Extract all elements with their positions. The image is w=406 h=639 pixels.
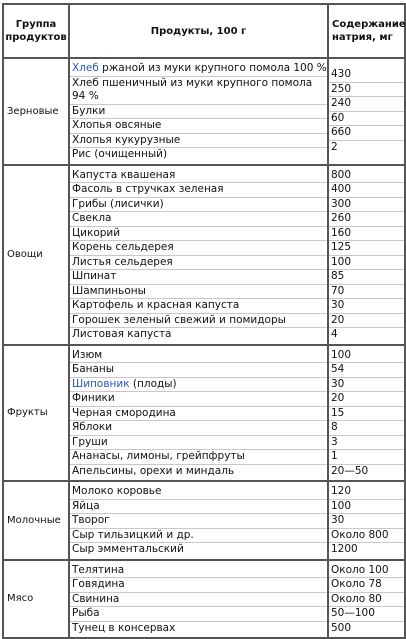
product-text: Тунец в консервах	[72, 621, 176, 634]
product-item	[70, 328, 327, 342]
product-item	[70, 169, 327, 184]
product-item	[70, 529, 327, 544]
product-item	[70, 349, 327, 364]
product-text: Апельсины, орехи и миндаль	[72, 464, 235, 477]
sodium-value: Около 100	[329, 564, 404, 579]
product-item	[70, 500, 327, 515]
sodium-values	[328, 165, 405, 345]
group-name: Зерновые	[3, 58, 69, 165]
sodium-value: 30	[329, 299, 404, 314]
group-row	[3, 481, 405, 560]
product-item	[70, 485, 327, 500]
product-text: Хлопья кукурузные	[72, 133, 181, 146]
product-item	[70, 256, 327, 271]
product-text: Свинина	[72, 592, 120, 605]
product-item	[70, 392, 327, 407]
sodium-value: 3	[329, 436, 404, 451]
group-row	[3, 165, 405, 345]
product-text: Листья сельдерея	[72, 255, 173, 268]
product-text: Картофель и красная капуста	[72, 299, 240, 311]
product-item	[70, 241, 327, 256]
product-text: Грибы (лисички)	[72, 197, 164, 210]
sodium-value: 60	[329, 112, 404, 127]
sodium-value: 100	[329, 500, 404, 515]
product-text: Капуста квашеная	[72, 168, 176, 181]
product-text: Сыр эмментальский	[72, 543, 184, 555]
sodium-value: 85	[329, 270, 404, 285]
product-text: Шампиньоны	[72, 284, 146, 297]
sodium-values	[328, 345, 405, 482]
product-item	[70, 183, 327, 198]
product-item	[70, 270, 327, 285]
sodium-value: 30	[329, 378, 404, 393]
product-item	[70, 607, 327, 622]
sodium-value: 20	[329, 392, 404, 407]
product-text: Хлеб пшеничный из муки крупного помола 94 %	[72, 76, 313, 102]
product-text: Шпинат	[72, 270, 117, 282]
sodium-value: 20	[329, 314, 404, 329]
sodium-value: 1200	[331, 543, 358, 555]
product-item	[70, 77, 327, 105]
product-text: Яйца	[72, 499, 100, 512]
sodium-value: 100	[329, 349, 404, 364]
header-row	[3, 4, 405, 58]
product-text: Изюм	[72, 348, 103, 361]
sodium-value: 120	[329, 485, 404, 500]
product-text: Груши	[72, 435, 108, 448]
product-item	[70, 62, 327, 77]
product-item	[70, 622, 327, 636]
product-item	[70, 119, 327, 134]
product-text: Телятина	[72, 563, 125, 576]
sodium-values	[328, 481, 405, 560]
sodium-value: 8	[329, 421, 404, 436]
product-list	[69, 165, 328, 345]
product-item	[70, 299, 327, 314]
sodium-value: 70	[329, 285, 404, 300]
product-text: Корень сельдерея	[72, 241, 174, 253]
sodium-value: 260	[329, 212, 404, 227]
product-item	[70, 227, 327, 242]
product-text: (плоды)	[129, 377, 177, 390]
sodium-value: 4	[331, 328, 338, 340]
sodium-values	[328, 560, 405, 639]
sodium-value: 20—50	[331, 464, 369, 477]
product-item	[70, 543, 327, 557]
product-text: Хлопья овсяные	[72, 119, 162, 131]
sodium-content-table	[2, 3, 406, 639]
sodium-value: 2	[331, 140, 338, 153]
sodium-value: Около 800	[329, 529, 404, 544]
product-item	[70, 134, 327, 149]
product-text: Финики	[72, 392, 115, 404]
group-name: Овощи	[3, 165, 69, 345]
product-item	[70, 363, 327, 378]
sodium-value: 400	[329, 183, 404, 198]
product-text: Яблоки	[72, 421, 113, 433]
sodium-value: 15	[329, 407, 404, 422]
product-item	[70, 105, 327, 120]
product-text: Сыр тильзицкий и др.	[72, 528, 194, 541]
group-name: Молочные	[3, 481, 69, 560]
sodium-value: 160	[329, 227, 404, 242]
header-product: Продукты, 100 г	[69, 4, 328, 58]
sodium-value: 125	[329, 241, 404, 256]
product-list	[69, 345, 328, 482]
header-sodium: Содержание натрия, мг	[328, 4, 405, 58]
sodium-value: 500	[331, 621, 352, 634]
product-text: Рис (очищенный)	[72, 148, 168, 160]
product-text: Рыба	[72, 607, 100, 619]
group-row	[3, 58, 405, 165]
group-row	[3, 345, 405, 482]
header-group: Группа продуктов	[3, 4, 69, 58]
product-item	[70, 407, 327, 422]
product-text: Черная смородина	[72, 406, 176, 419]
sodium-value: 250	[329, 83, 404, 98]
product-item	[70, 285, 327, 300]
product-item	[70, 148, 327, 162]
product-text: Молоко коровье	[72, 485, 162, 497]
product-item	[70, 514, 327, 529]
product-item	[70, 436, 327, 451]
product-item	[70, 212, 327, 227]
table-body	[3, 58, 405, 638]
sodium-value: 240	[329, 97, 404, 112]
product-text: Булки	[72, 104, 106, 117]
product-text: Фасоль в стручках зеленая	[72, 183, 224, 195]
product-text: Ананасы, лимоны, грейпфруты	[72, 450, 245, 462]
product-item	[70, 421, 327, 436]
sodium-value: 54	[329, 363, 404, 378]
sodium-value: 30	[329, 514, 404, 529]
product-text: ржаной из муки крупного помола 100 %	[98, 62, 327, 74]
product-text: Цикорий	[72, 226, 121, 239]
product-list	[69, 560, 328, 639]
product-item	[70, 578, 327, 593]
sodium-value: 1	[329, 450, 404, 465]
product-item	[70, 314, 327, 329]
group-row	[3, 560, 405, 639]
product-link[interactable]: Шиповник	[72, 377, 130, 390]
group-name: Мясо	[3, 560, 69, 639]
group-name: Фрукты	[3, 345, 69, 482]
product-text: Листовая капуста	[72, 328, 172, 340]
product-item	[70, 564, 327, 579]
sodium-value: 100	[329, 256, 404, 271]
product-text: Свекла	[72, 212, 112, 224]
product-text: Говядина	[72, 578, 125, 590]
product-link[interactable]: Хлеб	[72, 62, 99, 74]
product-item	[70, 465, 327, 479]
sodium-value: 660	[329, 126, 404, 141]
sodium-value: Около 78	[329, 578, 404, 593]
sodium-value: 50—100	[329, 607, 404, 622]
product-text: Горошек зеленый свежий и помидоры	[72, 313, 286, 326]
sodium-value: Около 80	[329, 593, 404, 608]
sodium-value: 300	[329, 198, 404, 213]
product-item	[70, 198, 327, 213]
sodium-value: 430	[329, 68, 404, 83]
sodium-value: 800	[329, 169, 404, 184]
product-text: Творог	[72, 514, 110, 526]
product-list	[69, 481, 328, 560]
product-text: Бананы	[72, 363, 115, 375]
product-item	[70, 378, 327, 393]
sodium-values	[328, 58, 405, 165]
product-item	[70, 450, 327, 465]
product-list	[69, 58, 328, 165]
